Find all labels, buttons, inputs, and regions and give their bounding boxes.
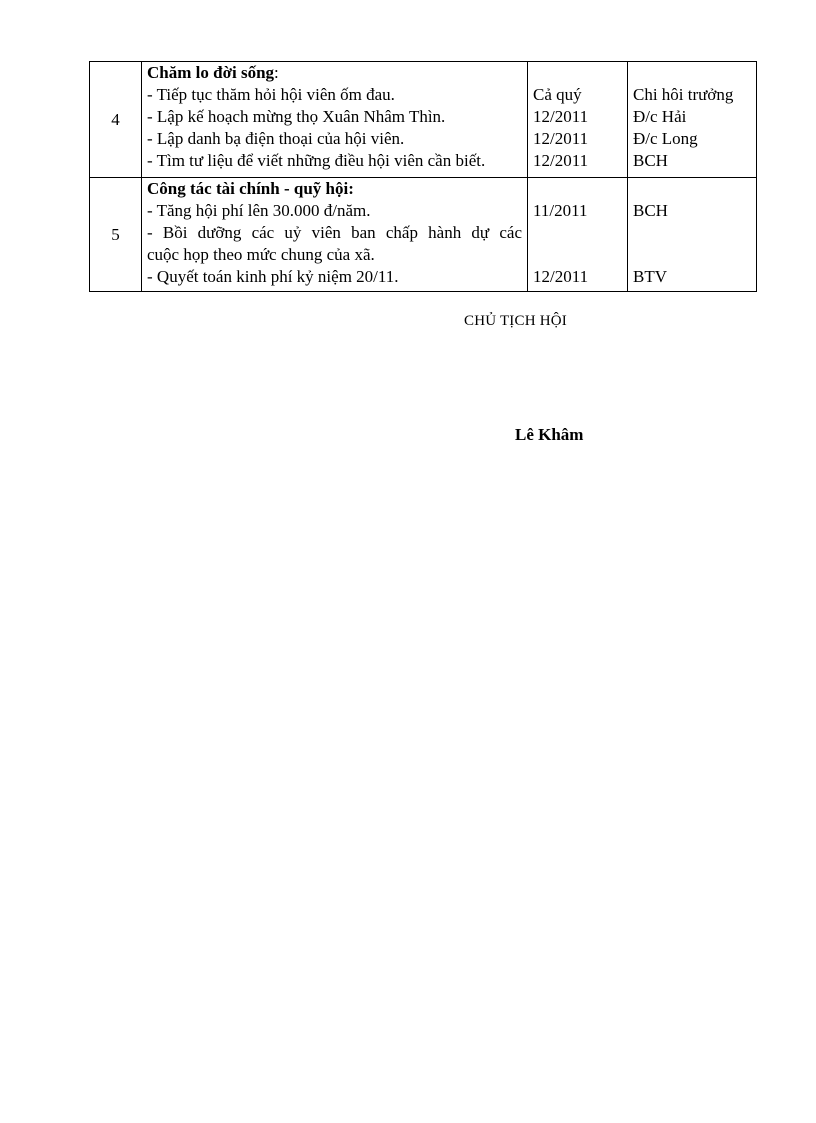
time-value: 11/2011 [533,201,588,220]
signer-title: CHỦ TỊCH HỘI [464,313,567,329]
work-plan-table [89,61,757,292]
task-line: - Tăng hội phí lên 30.000 đ/năm. [147,201,371,220]
time-value: 12/2011 [533,267,589,286]
row-number: 4 [90,62,142,178]
time-cell [528,62,628,178]
time-value: Cả quý [533,85,582,104]
owner-value: BTV [633,267,667,286]
task-line: - Lập kế hoạch mừng thọ Xuân Nhâm Thìn. [147,107,446,126]
owner-value: Đ/c Long [633,129,698,148]
task-cell [142,62,528,178]
task-line: - Lập danh bạ điện thoại của hội viên. [147,129,405,148]
owner-value: Đ/c Hải [633,107,687,126]
section-heading: Chăm lo đời sống: [147,63,279,82]
task-line: - Bồi dưỡng các uỷ viên ban chấp hành dự các [147,223,522,242]
signer-name: Lê Khâm [515,425,584,444]
owner-cell [628,178,757,292]
time-value: 12/2011 [533,107,589,126]
row-number: 5 [90,178,142,292]
time-cell [528,178,628,292]
owner-value: BCH [633,151,668,170]
task-line: - Quyết toán kinh phí kỷ niệm 20/11. [147,267,399,286]
owner-cell [628,62,757,178]
time-value: 12/2011 [533,151,589,170]
time-value: 12/2011 [533,129,589,148]
owner-value: BCH [633,201,668,220]
task-line: cuộc họp theo mức chung của xã. [147,245,375,264]
table-row [90,178,757,292]
section-heading: Công tác tài chính - quỹ hội: [147,179,354,198]
owner-value: Chi hôi trưởng [633,85,734,104]
task-cell [142,178,528,292]
task-line: - Tìm tư liệu để viết những điều hội viên cần biết. [147,151,486,170]
table-row [90,62,757,178]
task-line: - Tiếp tục thăm hỏi hội viên ốm đau. [147,85,395,104]
